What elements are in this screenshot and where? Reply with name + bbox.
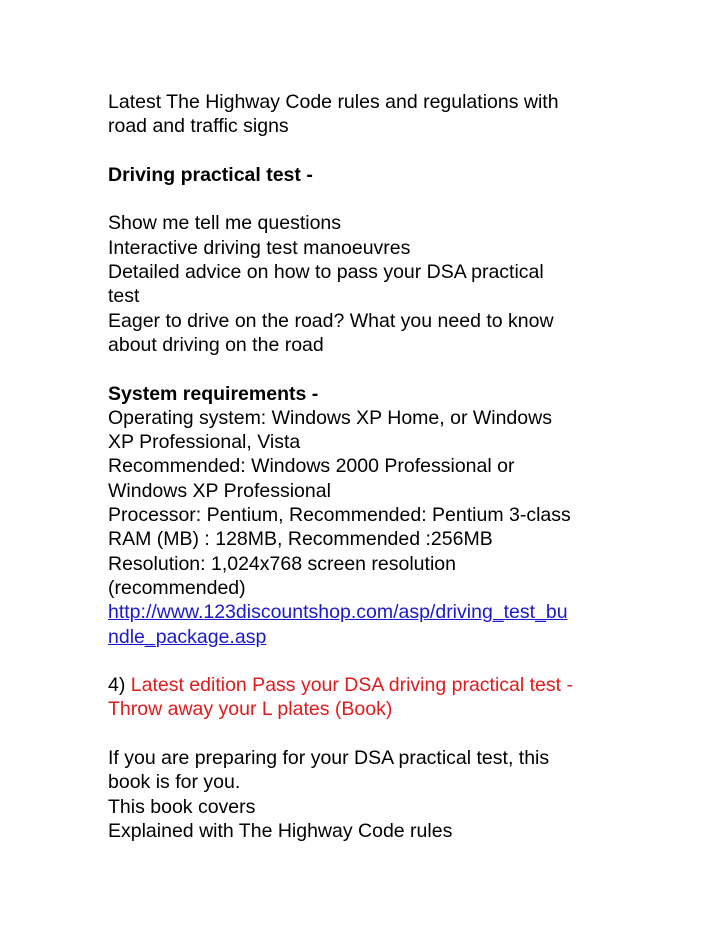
requirement-line: Windows XP Professional [108, 479, 331, 502]
paragraph-gap [108, 139, 628, 163]
document-page [108, 90, 628, 843]
requirement-line: Operating system: Windows XP Home, or Windows [108, 406, 552, 429]
practical-line: Interactive driving test manoeuvres [108, 236, 411, 259]
requirement-line: Resolution: 1,024x768 screen resolution [108, 552, 456, 575]
practical-line: about driving on the road [108, 333, 324, 356]
requirement-line: (recommended) [108, 576, 246, 599]
requirement-line: XP Professional, Vista [108, 431, 301, 454]
practical-test-heading: Driving practical test - [108, 163, 313, 186]
practical-line: Detailed advice on how to pass your DSA practical [108, 261, 544, 284]
product-link-line2[interactable]: ndle_package.asp [108, 625, 267, 648]
item-4-section [108, 673, 628, 722]
paragraph-gap [108, 722, 628, 746]
paragraph-gap [108, 187, 628, 211]
item-4-title-line1: Latest edition Pass your DSA driving practical test - [130, 674, 573, 697]
closing-line: book is for you. [108, 771, 241, 794]
closing-line: This book covers [108, 795, 256, 818]
requirement-line: Recommended: Windows 2000 Professional or [108, 455, 515, 478]
closing-paragraph [108, 746, 628, 843]
practical-line: Eager to drive on the road? What you need to know [108, 309, 554, 332]
closing-line: Explained with The Highway Code rules [108, 819, 453, 842]
intro-paragraph [108, 90, 628, 139]
item-number: 4) [108, 674, 131, 697]
practical-line: test [108, 285, 140, 308]
closing-line: If you are preparing for your DSA practical test, this [108, 747, 550, 770]
product-link-line1[interactable]: http://www.123discountshop.com/asp/driving_test_bu [108, 601, 568, 624]
paragraph-gap [108, 649, 628, 673]
paragraph-gap [108, 357, 628, 381]
intro-line: road and traffic signs [108, 115, 289, 138]
system-requirements-section [108, 382, 628, 649]
intro-line: Latest The Highway Code rules and regulations with [108, 91, 559, 113]
practical-line: Show me tell me questions [108, 212, 342, 235]
item-4-title-line2: Throw away your L plates (Book) [108, 698, 393, 721]
requirement-line: RAM (MB) : 128MB, Recommended :256MB [108, 528, 493, 551]
requirement-line: Processor: Pentium, Recommended: Pentium 3-class [108, 504, 571, 527]
practical-test-section [108, 163, 628, 357]
system-requirements-heading: System requirements - [108, 382, 319, 405]
item-4-title [108, 673, 628, 697]
